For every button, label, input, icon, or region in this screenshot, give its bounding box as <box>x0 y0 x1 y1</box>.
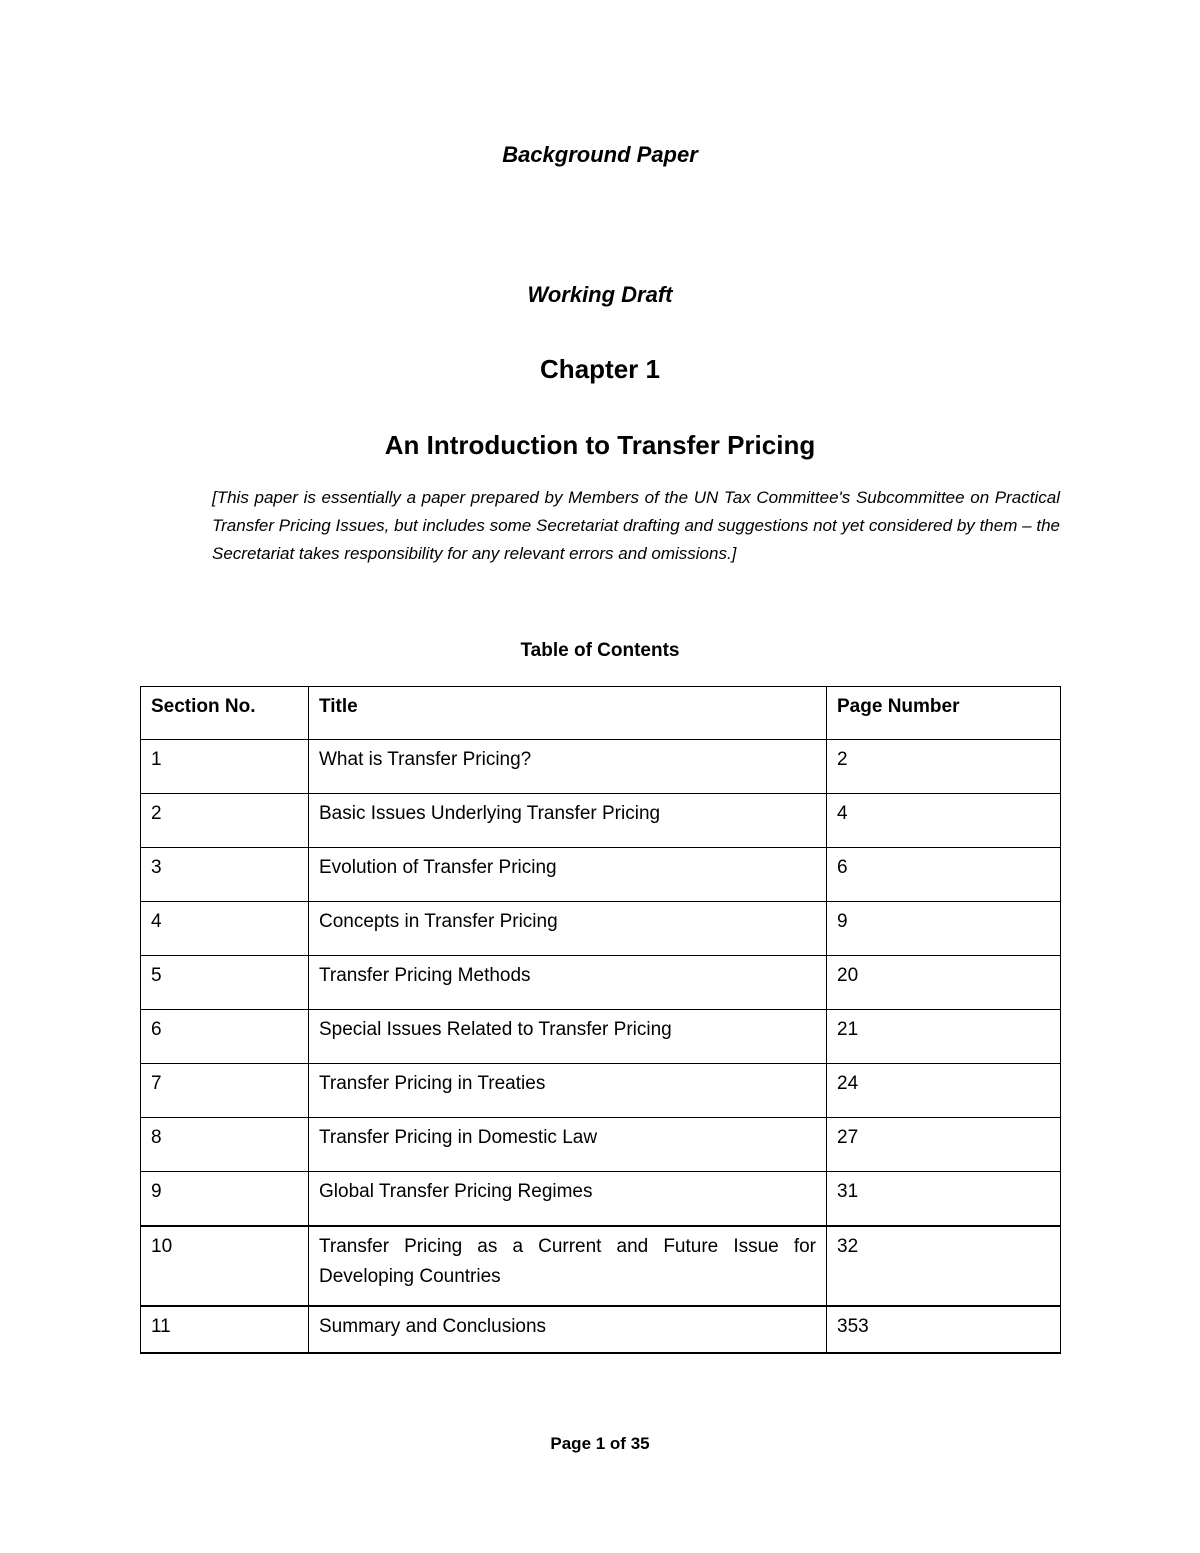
toc-row <box>141 1010 1061 1064</box>
toc-heading: Table of Contents <box>520 640 680 661</box>
toc-page-number: 9 <box>827 902 1061 956</box>
toc-section-number: 8 <box>141 1118 309 1172</box>
toc-section-title: Basic Issues Underlying Transfer Pricing <box>309 794 827 848</box>
toc-row <box>141 1064 1061 1118</box>
toc-row <box>141 1226 1061 1306</box>
toc-header-row <box>141 687 1061 740</box>
toc-section-title: Transfer Pricing as a Current and Future Issue for Developing Countries <box>309 1226 827 1306</box>
toc-page-number: 24 <box>827 1064 1061 1118</box>
toc-section-number: 7 <box>141 1064 309 1118</box>
toc-section-title: Evolution of Transfer Pricing <box>309 848 827 902</box>
toc-row <box>141 848 1061 902</box>
toc-row <box>141 1118 1061 1172</box>
toc-row <box>141 1172 1061 1227</box>
toc-section-title: Transfer Pricing in Treaties <box>309 1064 827 1118</box>
toc-section-title: Transfer Pricing Methods <box>309 956 827 1010</box>
toc-section-title: Global Transfer Pricing Regimes <box>309 1172 827 1227</box>
toc-page-number: 6 <box>827 848 1061 902</box>
editorial-note: [This paper is essentially a paper prepared by Members of the UN Tax Committee's Subcommittee on Practical Transfer Pricing Issues, but includes some Secretariat drafting and suggestions not yet considered by them – the Secretariat takes responsibility for any relevant errors and omissions.] <box>212 488 1060 563</box>
toc-section-title: What is Transfer Pricing? <box>309 740 827 794</box>
toc-section-title: Transfer Pricing in Domestic Law <box>309 1118 827 1172</box>
toc-section-title: Special Issues Related to Transfer Pricing <box>309 1010 827 1064</box>
document-title: An Introduction to Transfer Pricing <box>384 430 816 460</box>
toc-page-number: 32 <box>827 1226 1061 1306</box>
toc-page-number: 20 <box>827 956 1061 1010</box>
page-footer: Page 1 of 35 <box>550 1434 650 1453</box>
toc-row <box>141 740 1061 794</box>
toc-section-number: 5 <box>141 956 309 1010</box>
toc-page-number: 27 <box>827 1118 1061 1172</box>
toc-page-number: 2 <box>827 740 1061 794</box>
toc-page-number: 31 <box>827 1172 1061 1227</box>
toc-row <box>141 956 1061 1010</box>
chapter-heading: Chapter 1 <box>540 354 660 384</box>
toc-row <box>141 1306 1061 1353</box>
toc-row <box>141 794 1061 848</box>
toc-section-title: Concepts in Transfer Pricing <box>309 902 827 956</box>
toc-section-number: 10 <box>141 1226 309 1306</box>
toc-page-number: 4 <box>827 794 1061 848</box>
toc-section-title: Summary and Conclusions <box>309 1306 827 1353</box>
toc-section-number: 3 <box>141 848 309 902</box>
toc-header-section: Section No. <box>141 687 309 740</box>
toc-header-page: Page Number <box>827 687 1061 740</box>
document-label: Background Paper <box>502 142 698 167</box>
toc-table <box>140 686 1061 1354</box>
draft-status: Working Draft <box>527 282 673 307</box>
toc-section-number: 9 <box>141 1172 309 1227</box>
toc-section-number: 2 <box>141 794 309 848</box>
toc-page-number: 353 <box>827 1306 1061 1353</box>
toc-section-number: 11 <box>141 1306 309 1353</box>
toc-header-title: Title <box>309 687 827 740</box>
toc-section-number: 1 <box>141 740 309 794</box>
toc-page-number: 21 <box>827 1010 1061 1064</box>
toc-row <box>141 902 1061 956</box>
toc-section-number: 4 <box>141 902 309 956</box>
toc-section-number: 6 <box>141 1010 309 1064</box>
